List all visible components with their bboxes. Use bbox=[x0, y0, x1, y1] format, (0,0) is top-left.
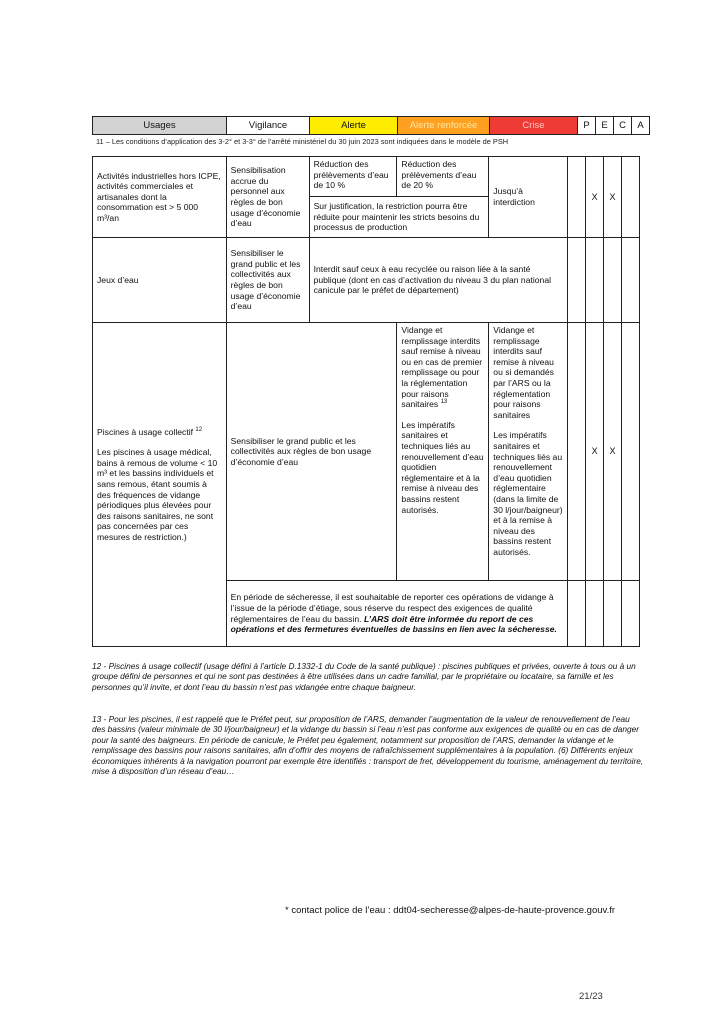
industrie-alerte-renforcee: Réduction des prélèvements d’eau de 20 % bbox=[397, 157, 489, 197]
industrie-usage: Activités industrielles hors ICPE, activités commerciales et artisanales dont la consommation est > 5 000 m³/an bbox=[93, 157, 227, 238]
piscines-c: X bbox=[604, 323, 622, 581]
industrie-alerte: Réduction des prélèvements d’eau de 10 % bbox=[309, 157, 397, 197]
piscines-e: X bbox=[586, 323, 604, 581]
jeux-mesure: Interdit sauf ceux à eau recyclée ou raison liée à la santé publique (dont en cas d’activation du niveau 3 du plan national canicule par le préfet de département) bbox=[309, 238, 568, 323]
restrictions-table bbox=[92, 156, 640, 647]
piscines-alerte-renforcee: Vidange et remplissage interdits sauf remise à niveau ou en cas de premier remplissage ou pour la réglementation pour raisons sanitaires $^{13}$ Les impératifs sanitaires et techniques liés au renouvellement d’eau quotidien réglementaire et à la remise à niveau des bassins restent autorisés. bbox=[397, 323, 489, 581]
header-usages: Usages bbox=[93, 117, 227, 135]
industrie-a bbox=[622, 157, 640, 238]
header-e: E bbox=[596, 117, 614, 135]
header-table bbox=[92, 116, 650, 135]
piscines-usage-title: Piscines à usage collectif $^{12}$ bbox=[97, 426, 203, 437]
header-c: C bbox=[614, 117, 632, 135]
piscines-note-p bbox=[568, 581, 586, 647]
header-vigilance: Vigilance bbox=[227, 117, 310, 135]
note-11: 11 – Les conditions d’application des 3-2° et 3-3° de l’arrêté ministériel du 30 juin 2023 sont indiquées dans le modèle de PSH bbox=[96, 137, 509, 146]
piscines-usage bbox=[93, 323, 227, 647]
piscines-secheresse-note: En période de sécheresse, il est souhaitable de reporter ces opérations de vidange à l’issue de la période d’étiage, sous réserve du respect des exigences de qualité réglementaires de l’eau du bassin. L’ARS doit être informée du report de ces opérations et des fermetures éventuelles de bassins en lien avec la sécheresse. bbox=[226, 581, 568, 647]
footnote-13: 13 - Pour les piscines, il est rappelé que le Préfet peut, sur proposition de l’ARS, demander l’augmentation de la valeur de renouvellement de l’eau des bassins (valeur minimale de 30 l/jour/baigneur) et la vidange du bassin si l’eau n’est pas conforme aux exigences de qualité ou en cas de danger pour la santé des baigneurs. En période de canicule, le Préfet peu également, notamment sur proposition de l’ARS, demander la vidange et le remplissage des bassins pour raisons sanitaires, afin d’offrir des moyens de rafraîchissement supplémentaires à la population. (6) Différents enjeux économiques inhérents à la navigation pourront par exemple être identifiés : transport de fret, développement du tourisme, aménagement du territoire, mise à disposition d’un réseau d’eau… bbox=[92, 714, 644, 777]
piscines-p bbox=[568, 323, 586, 581]
header-p: P bbox=[578, 117, 596, 135]
jeux-p bbox=[568, 238, 586, 323]
page-number: 21/23 bbox=[579, 991, 603, 1002]
industrie-crise: Jusqu’à interdiction bbox=[489, 157, 568, 238]
industrie-p bbox=[568, 157, 586, 238]
piscines-usage-detail: Les piscines à usage médical, bains à remous de volume < 10 m³ et les bassins individuels et sans remous, étant soumis à des fréquences de vidange périodiques plus élevées pour des raisons sanitaires, ne sont pas concernées par ces mesures de restriction.) bbox=[97, 447, 218, 542]
jeux-usage: Jeux d’eau bbox=[93, 238, 227, 323]
industrie-e: X bbox=[586, 157, 604, 238]
industrie-justification: Sur justification, la restriction pourra être réduite pour maintenir les stricts besoins du processus de production bbox=[309, 197, 489, 238]
piscines-note-a bbox=[622, 581, 640, 647]
footnote-12: 12 - Piscines à usage collectif (usage défini à l’article D.1332-1 du Code de la santé publique) : piscines publiques et privées, ouverte à tous ou à un groupe défini de personnes et qui ne sont pas destinées à être utilisées dans un cadre familial, par le propriétaire ou locataire, sa famille et les personnes qu’il invite, et dont l’eau du bassin n’est pas vidangée entre chaque baigneur. bbox=[92, 661, 636, 692]
piscines-note-e bbox=[586, 581, 604, 647]
jeux-e bbox=[586, 238, 604, 323]
header-a: A bbox=[632, 117, 650, 135]
header-alerte: Alerte bbox=[310, 117, 398, 135]
piscines-a bbox=[622, 323, 640, 581]
header-crise: Crise bbox=[490, 117, 578, 135]
piscines-crise: Vidange et remplissage interdits sauf remise à niveau ou si demandés par l’ARS ou la réglementation pour raisons sanitaires Les impératifs sanitaires et techniques liés au renouvellement d’eau quotidien réglementaire (dans la limite de 30 l/jour/baigneur) et à la remise à niveau des bassins restent autorisés. bbox=[489, 323, 568, 581]
jeux-vigilance: Sensibiliser le grand public et les collectivités aux règles de bon usage d’économie d’eau bbox=[226, 238, 309, 323]
piscines-vigilance-alerte: Sensibiliser le grand public et les collectivités aux règles de bon usage d’économie d’eau bbox=[226, 323, 397, 581]
piscines-note-c bbox=[604, 581, 622, 647]
industrie-c: X bbox=[604, 157, 622, 238]
jeux-c bbox=[604, 238, 622, 323]
contact-line: * contact police de l’eau : ddt04-secheresse@alpes-de-haute-provence.gouv.fr bbox=[285, 905, 616, 916]
industrie-vigilance: Sensibilisation accrue du personnel aux règles de bon usage d’économie d’eau bbox=[226, 157, 309, 238]
jeux-a bbox=[622, 238, 640, 323]
header-alerte-renforcee: Alerte renforcée bbox=[398, 117, 490, 135]
